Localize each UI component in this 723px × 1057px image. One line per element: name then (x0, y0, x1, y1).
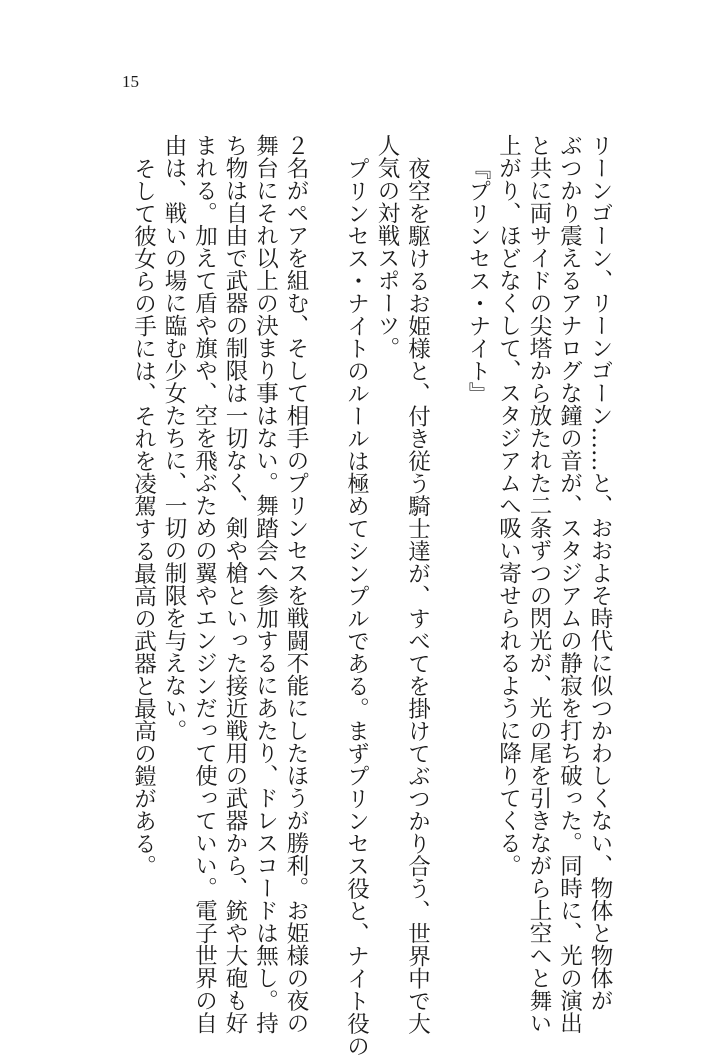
section-heading: 『プリンセス・ナイト』 (465, 156, 491, 404)
text-column: ２名がペアを組む、そして相手のプリンセスを戦闘不能にしたほうが勝利。お姫様の夜の (283, 134, 309, 1034)
text-column: 上がり、ほどなくして、スタジアムへ吸い寄せられるように降りてくる。 (495, 134, 522, 877)
page-number: 15 (122, 72, 139, 91)
body-text (128, 134, 615, 1057)
text-column: 夜空を駆けるお姫様と、付き従う騎士達が、すべてを掛けてぶつかり合う、世界中で大 (404, 156, 431, 1034)
text-column: プリンセス・ナイトのルールは極めてシンプルである。まずプリンセス役と、ナイト役の (343, 156, 370, 1057)
text-column: 由は、戦いの場に臨む少女たちに、一切の制限を与えない。 (161, 134, 187, 742)
text-column: 人気の対戦スポーツ。 (374, 134, 400, 359)
text-column: リーンゴーン、リーンゴーン……と、おおよそ時代に似つかわしくない、物体と物体が (587, 134, 613, 1012)
text-column: ち物は自由で武器の制限は一切なく、剣や槍といった接近戦用の武器から、銃や大砲も好 (222, 134, 248, 1034)
text-column: そして彼女らの手には、それを凌駕する最高の武器と最高の鎧がある。 (130, 156, 157, 877)
text-column: と共に両サイドの尖塔から放たれた二条ずつの閃光が、光の尾を引きながら上空へと舞い (526, 134, 552, 1034)
text-column: ぶつかり震えるアナログな鐘の音が、スタジアムの静寂を打ち破った。同時に、光の演出 (556, 134, 583, 1034)
text-column: 舞台にそれ以上の決まり事はない。舞踏会へ参加するにあたり、ドレスコードは無し。持 (252, 134, 279, 1034)
text-column: まれる。加えて盾や旗や、空を飛ぶための翼やエンジンだって使っていい。電子世界の自 (191, 134, 218, 1034)
